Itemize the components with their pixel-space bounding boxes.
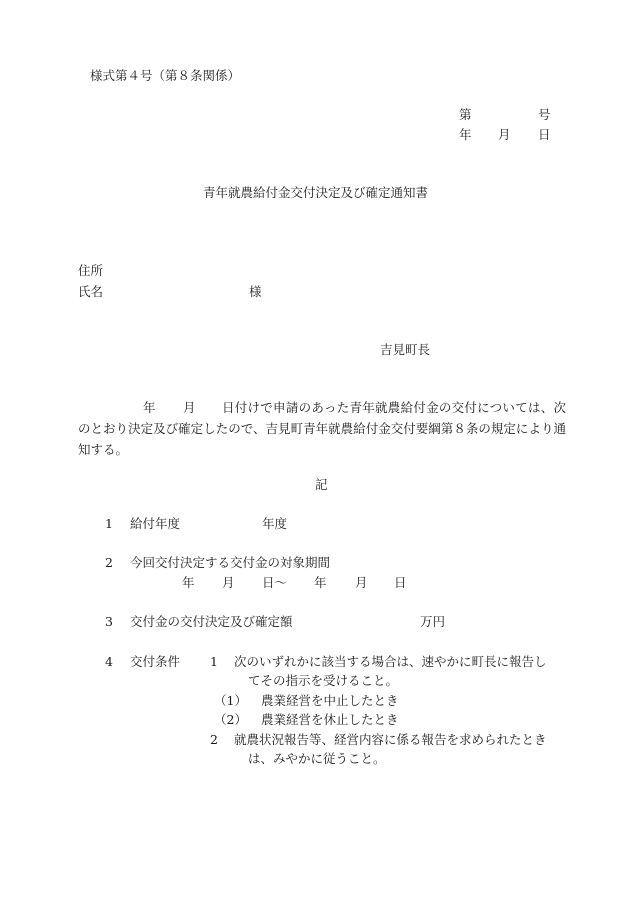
ki-marker: 記 [315, 477, 328, 492]
item-1-value: 年度 [262, 516, 288, 531]
body-month: 月 [183, 400, 196, 415]
condition-2-text-line1: 就農状況報告等、経営内容に係る報告を求められたとき [234, 732, 547, 747]
item-2-number: 2 [105, 555, 113, 570]
period-start-month: 月 [222, 575, 235, 590]
period-end-month: 月 [355, 575, 368, 590]
condition-1-number: 1 [210, 654, 218, 669]
item-4-label: 交付条件 [130, 654, 181, 669]
body-year: 年 [143, 400, 156, 415]
address-label: 住所 [78, 263, 104, 278]
name-label: 氏名 [78, 284, 104, 299]
period-end-year: 年 [314, 575, 327, 590]
condition-2-text-line2: は、みやかに従うこと。 [248, 751, 386, 766]
item-2-label: 今回交付決定する交付金の対象期間 [130, 555, 331, 570]
form-label: 様式第４号（第８条関係） [90, 68, 241, 83]
subcondition-2-number: （2） [214, 712, 247, 727]
condition-2-number: 2 [210, 732, 218, 747]
doc-number-suffix: 号 [538, 107, 551, 122]
issuer: 吉見町長 [380, 342, 431, 357]
condition-1-text-line1: 次のいずれかに該当する場合は、速やかに町長に報告し [234, 654, 547, 669]
subcondition-1-number: （1） [214, 693, 247, 708]
item-3-value: 万円 [420, 614, 446, 629]
page-title: 青年就農給付金交付決定及び確定通知書 [203, 185, 429, 200]
period-end-day: 日 [394, 575, 407, 590]
body-text: 日付けで申請のあった青年就農給付金の交付については、次のとおり決定及び確定したので、吉見町青年就農給付金交付要綱第８条の規定により通知する。 [78, 400, 566, 457]
period-start-year: 年 [182, 575, 195, 590]
item-3-number: 3 [105, 614, 113, 629]
item-1-label: 給付年度 [130, 516, 181, 531]
item-4-number: 4 [105, 654, 113, 669]
honorific: 様 [249, 284, 262, 299]
item-1-number: 1 [105, 516, 113, 531]
subcondition-2-text: 農業経営を休止したとき [261, 712, 399, 727]
date-day: 日 [538, 127, 551, 142]
item-3-label: 交付金の交付決定及び確定額 [130, 614, 293, 629]
period-start-day: 日～ [262, 575, 288, 590]
date-year: 年 [459, 127, 472, 142]
subcondition-1-text: 農業経営を中止したとき [261, 693, 399, 708]
condition-1-text-line2: てその指示を受けること。 [248, 673, 399, 688]
doc-number-prefix: 第 [459, 107, 472, 122]
date-month: 月 [498, 127, 511, 142]
